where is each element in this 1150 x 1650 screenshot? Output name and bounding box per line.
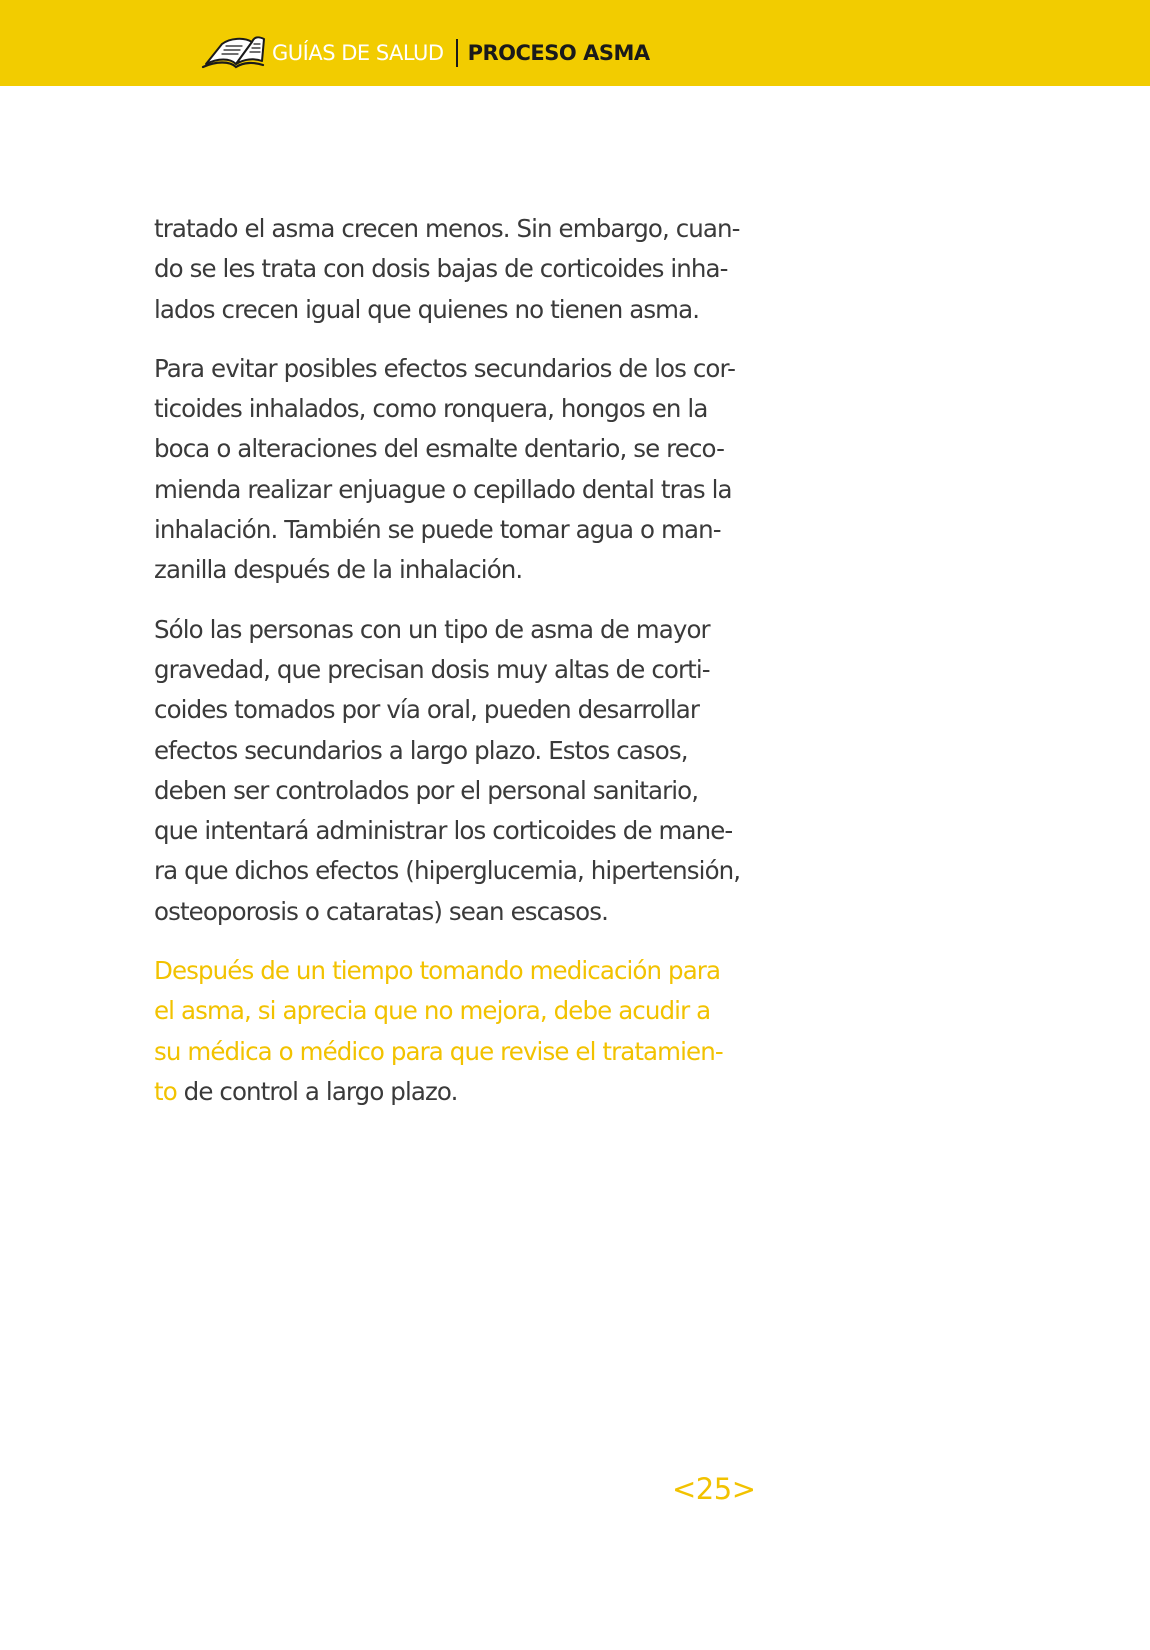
text-line: zanilla después de la inhalación. <box>154 555 523 585</box>
page-number: <25> <box>672 1472 756 1506</box>
paragraph-1 <box>154 209 740 330</box>
paragraph-2 <box>154 349 734 591</box>
highlighted-text-line: Después de un tiempo tomando medicación para <box>154 956 721 986</box>
running-header <box>272 38 650 68</box>
text-line: efectos secundarios a largo plazo. Estos casos, <box>154 735 688 765</box>
text-line: inhalación. También se puede tomar agua o man- <box>154 515 721 545</box>
paragraph-3 <box>154 610 741 932</box>
text-line: boca o alteraciones del esmalte dentario, se reco- <box>154 434 725 464</box>
plain-text-tail: de control a largo plazo. <box>176 1076 458 1106</box>
text-line: ra que dichos efectos (hiperglucemia, hipertensión, <box>154 856 741 886</box>
open-book-icon <box>200 34 266 74</box>
text-line: ticoides inhalados, como ronquera, hongos en la <box>154 394 708 424</box>
text-line: osteoporosis o cataratas) sean escasos. <box>154 896 609 926</box>
text-line: coides tomados por vía oral, pueden desarrollar <box>154 695 700 725</box>
document-title: PROCESO ASMA <box>467 41 650 65</box>
paragraph-4-highlighted-advice <box>154 951 734 1112</box>
text-line <box>154 1072 734 1112</box>
body-text <box>154 209 741 1131</box>
highlighted-word: to <box>154 1076 177 1106</box>
text-line: Sólo las personas con un tipo de asma de mayor <box>154 614 710 644</box>
text-line: gravedad, que precisan dosis muy altas de corti- <box>154 654 710 684</box>
highlighted-text-line: el asma, si aprecia que no mejora, debe acudir a <box>154 996 711 1026</box>
text-line: deben ser controlados por el personal sanitario, <box>154 775 699 805</box>
series-label: GUÍAS DE SALUD <box>272 41 444 65</box>
text-line: mienda realizar enjuague o cepillado dental tras la <box>154 474 732 504</box>
highlighted-text-line: su médica o médico para que revise el tratamien- <box>154 1036 723 1066</box>
text-line: tratado el asma crecen menos. Sin embargo, cuan- <box>154 214 740 243</box>
text-line: do se les trata con dosis bajas de corticoides inha- <box>154 254 728 284</box>
text-line: Para evitar posibles efectos secundarios de los cor- <box>154 353 736 383</box>
header-band <box>0 0 1150 86</box>
text-line: que intentará administrar los corticoides de mane- <box>154 816 733 846</box>
text-line: lados crecen igual que quienes no tienen asma. <box>154 294 700 324</box>
header-divider <box>456 39 458 67</box>
